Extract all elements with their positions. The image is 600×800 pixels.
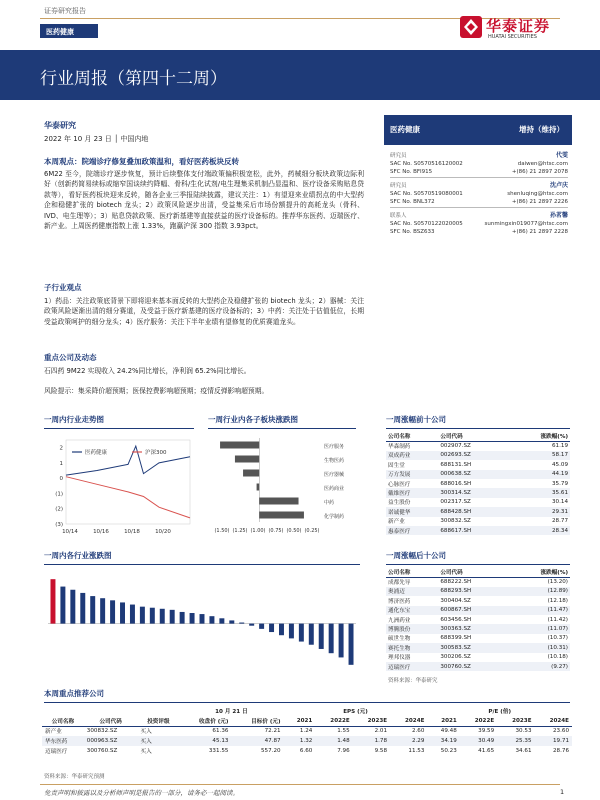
table-cell: 58.17 bbox=[508, 451, 570, 460]
column-group-header: EPS (元) bbox=[343, 709, 368, 715]
table-cell: 300832.SZ bbox=[86, 728, 118, 735]
table-cell: 九洲药业 bbox=[388, 617, 411, 624]
table-cell: (13.20) bbox=[547, 579, 568, 586]
table-cell: 34.19 bbox=[427, 736, 459, 746]
legend-label: 沪深300 bbox=[145, 450, 167, 456]
title-banner bbox=[0, 50, 600, 100]
table-cell: 29.31 bbox=[508, 507, 570, 516]
doc-type: 证券研究报告 bbox=[44, 7, 86, 15]
sub-sector-chart bbox=[208, 432, 358, 544]
industry-bar bbox=[319, 624, 324, 649]
column-group-header: 10 月 21 日 bbox=[215, 709, 248, 715]
x-tick-label: 10/20 bbox=[155, 529, 171, 535]
industry-bar bbox=[110, 600, 115, 623]
risk-warning: 风险提示：集采降价超预期；医保控费影响超预期；疫情反弹影响超预期。 bbox=[44, 387, 269, 395]
analyst-list bbox=[390, 152, 568, 236]
table-cell: 博济医药 bbox=[388, 598, 411, 605]
industry-bar bbox=[229, 620, 234, 623]
table-cell: 11.53 bbox=[408, 748, 425, 754]
table-row bbox=[386, 498, 570, 507]
analyst-role: 研究员 bbox=[390, 153, 407, 159]
table-row bbox=[42, 736, 572, 746]
industry-bar bbox=[170, 610, 175, 624]
table-cell: 35.79 bbox=[551, 480, 568, 487]
table-cell: 35.61 bbox=[508, 488, 570, 497]
table-cell: (11.07) bbox=[508, 624, 570, 633]
table-row bbox=[386, 596, 570, 605]
y-tick-label: 0 bbox=[59, 476, 63, 483]
table-row bbox=[386, 653, 570, 662]
industry-bar bbox=[190, 613, 195, 624]
table-cell: 心脉医疗 bbox=[388, 481, 411, 488]
logo-en: HUATAI SECURITIES bbox=[488, 34, 537, 40]
column-header: 2021 bbox=[427, 716, 459, 726]
table-cell: 300404.SZ bbox=[440, 597, 471, 604]
view-headline: 院端诊疗修复叠加政策温和，看好医药板块反转 bbox=[81, 157, 239, 166]
table-cell: 1.78 bbox=[353, 736, 390, 746]
table-cell: 688617.SH bbox=[438, 526, 507, 535]
table-cell: 688293.SH bbox=[438, 587, 507, 596]
table-cell: (11.42) bbox=[547, 616, 568, 623]
table-cell: 50.23 bbox=[440, 748, 457, 754]
sub-block bbox=[44, 282, 364, 327]
category-label: 医疗器械 bbox=[324, 471, 345, 478]
industry-bar bbox=[60, 587, 65, 624]
column-header: 公司代码 bbox=[438, 568, 507, 577]
table-cell: 72.21 bbox=[264, 728, 281, 735]
industry-bar bbox=[50, 579, 55, 623]
sub-sector-bar bbox=[235, 456, 259, 463]
table-cell: 688016.SH bbox=[440, 480, 472, 487]
table-cell: 61.36 bbox=[212, 728, 229, 735]
table-cell: (12.89) bbox=[508, 587, 570, 596]
analyst-phone: +(86) 21 2897 2078 bbox=[511, 169, 568, 175]
huatai-logo bbox=[460, 12, 570, 42]
org-name: 华泰研究 bbox=[44, 121, 76, 130]
table-cell: 2.60 bbox=[411, 728, 425, 735]
column-group-header: P/E (倍) bbox=[488, 709, 512, 715]
analyst-email: daiwen@htsc.com bbox=[517, 161, 568, 167]
column-header: 投资评级 bbox=[138, 716, 180, 726]
rating-box bbox=[384, 115, 572, 145]
date-location: 2022 年 10 月 23 日 │ 中国内地 bbox=[44, 135, 149, 143]
analyst-name: 孙茗馨 bbox=[549, 212, 568, 219]
table-cell: 买入 bbox=[138, 736, 180, 746]
table-cell: (10.37) bbox=[547, 635, 568, 642]
table-cell: 2.29 bbox=[390, 736, 427, 746]
x-tick-label: (1.00) bbox=[250, 528, 266, 534]
analyst-name: 代雯 bbox=[555, 152, 568, 159]
table-row bbox=[386, 634, 570, 643]
table-row bbox=[386, 587, 570, 596]
table-row bbox=[386, 451, 570, 460]
analyst-name: 沈卢庆 bbox=[549, 182, 568, 189]
table-cell: 47.87 bbox=[231, 736, 283, 746]
column-header: 2024E bbox=[535, 716, 572, 726]
table-cell: 万方发展 bbox=[386, 470, 438, 479]
table-cell: 迈瑞医疗 bbox=[45, 749, 68, 755]
table-cell: 28.34 bbox=[508, 526, 570, 535]
category-label: 医疗服务 bbox=[324, 443, 345, 450]
table-cell: 1.48 bbox=[315, 736, 352, 746]
x-tick-label: (1.25) bbox=[232, 528, 248, 534]
trend-chart bbox=[44, 432, 194, 544]
series-line-csi300 bbox=[66, 477, 190, 518]
column-header: 涨跌幅(%) bbox=[508, 568, 570, 577]
column-header: 收盘价 (元) bbox=[179, 716, 231, 726]
x-tick-label: 10/14 bbox=[62, 529, 78, 535]
top-gainers-title: 一周涨幅前十公司 bbox=[386, 415, 446, 424]
trend-chart-title: 一周内行业走势图 bbox=[44, 415, 104, 424]
industry-bar bbox=[329, 624, 334, 654]
table-cell: 688222.SH bbox=[440, 579, 472, 586]
sub-paragraph: 1）药品：关注政策底背景下即将迎来基本面反转的大型药企及稳健扩张的 biotech 龙头；2）器械：关注政策风险逐渐出清的细分赛道，及受益于医疗新基建的医疗设备标的；3）中药：关注处于估值低位，长期受益政策呵护的细分龙头；4）医疗服务：关注下半年业绩有望修复的优质赛道龙头。 bbox=[44, 297, 364, 326]
sector-tab: 医药健康 bbox=[40, 24, 98, 38]
analyst-2 bbox=[390, 182, 568, 208]
table-cell: 赛托生物 bbox=[386, 643, 438, 652]
industry-change-chart bbox=[44, 568, 360, 678]
company-block bbox=[44, 352, 364, 376]
analyst-1 bbox=[390, 152, 568, 178]
analyst-sac: SAC No. S0570519080001 bbox=[390, 191, 463, 197]
industry-bar bbox=[259, 624, 264, 629]
table-cell: 300760.SZ bbox=[438, 662, 507, 671]
category-label: 中药 bbox=[324, 499, 335, 506]
table-row bbox=[386, 441, 570, 450]
table-cell: 迈瑞医疗 bbox=[386, 662, 438, 671]
column-header: 公司代码 bbox=[84, 716, 138, 726]
industry-bar bbox=[339, 624, 344, 658]
disclaimer: 免责声明和披露以及分析师声明是报告的一部分，请务必一起阅读。 bbox=[44, 789, 239, 797]
table-cell: 新产业 bbox=[45, 729, 62, 736]
table-cell: 300832.SZ bbox=[440, 518, 471, 525]
view-paragraph: 6M22 至今，院端诊疗逐步恢复，预计后续整体支付端政策偏积极宽松，此外，药械细分板块政策边际利好（创新药简易续标或缩窄国谈续约降幅、骨科/生化试剂/电生理集采机制凸显温和、医疗设备采购贴息贷款等），看好医药板块迎来反转，随各企业三季报陆续披露，建议关注：1）有望迎来业绩拐点的中大型药企和稳健扩张的 biotech 龙头；2）政策风险逐步出清，受益集采后市场份额提升的高耗龙头（骨科、IVD、电生理等）；3）贴息贷款政策、医疗新基建等直接获益的医疗设备标的。推荐华东医药、迈瑞医疗、新产业。上周医药健康指数上涨 1.33%，跑赢沪深 300 指数 3.93pct。 bbox=[44, 170, 364, 231]
category-label: 生物医药 bbox=[324, 457, 345, 464]
table-cell: 002693.SZ bbox=[438, 451, 507, 460]
industry-bar bbox=[239, 623, 244, 624]
table-row bbox=[386, 662, 570, 671]
x-tick-label: 10/16 bbox=[93, 529, 109, 535]
industry-bar bbox=[180, 612, 185, 624]
table-row bbox=[386, 460, 570, 469]
table-cell: 9.58 bbox=[374, 748, 388, 754]
column-header: 2022E bbox=[315, 716, 352, 726]
company-paragraph: 石四药 9M22 实现收入 24.2%同比增长，净利润 65.2%同比增长。 bbox=[44, 367, 251, 375]
table-cell: (11.47) bbox=[508, 606, 570, 615]
table-cell: 博腾股份 bbox=[386, 624, 438, 633]
analyst-role: 研究员 bbox=[390, 183, 407, 189]
column-header: 公司名称 bbox=[42, 716, 84, 726]
table-cell: 益生股份 bbox=[388, 500, 411, 507]
industry-bar bbox=[130, 605, 135, 624]
industry-bar bbox=[349, 624, 354, 665]
industry-bar bbox=[289, 624, 294, 639]
logo-cn: 华泰证券 bbox=[486, 17, 551, 35]
analyst-role: 联系人 bbox=[390, 213, 407, 219]
column-header: 涨跌幅(%) bbox=[508, 432, 570, 441]
table-cell: 戴维医疗 bbox=[386, 488, 438, 497]
sub-sector-bar bbox=[257, 484, 260, 491]
industry-bar bbox=[160, 609, 165, 624]
table-cell: 25.35 bbox=[497, 736, 534, 746]
table-cell: (10.18) bbox=[547, 654, 568, 661]
table-cell: 002907.SZ bbox=[440, 443, 471, 450]
sub-sector-chart-title: 一周行业内各子板块涨跌图 bbox=[208, 415, 298, 424]
table-cell: 300314.SZ bbox=[438, 488, 507, 497]
table-cell: 2.01 bbox=[374, 728, 388, 735]
table-cell: 300583.SZ bbox=[438, 643, 507, 652]
table-cell: (10.31) bbox=[508, 643, 570, 652]
analyst-3 bbox=[390, 212, 568, 236]
table-cell: 44.19 bbox=[508, 470, 570, 479]
table-cell: 7.96 bbox=[337, 748, 350, 754]
x-tick-label: (0.50) bbox=[286, 528, 302, 534]
recommend-title: 本周重点推荐公司 bbox=[44, 689, 104, 698]
category-label: 医药商业 bbox=[324, 485, 345, 492]
table-cell: 688399.SH bbox=[440, 635, 472, 642]
y-tick-label: (2) bbox=[55, 506, 63, 513]
table-row bbox=[386, 517, 570, 526]
table-cell: 000638.SZ bbox=[438, 470, 507, 479]
table-cell: 固生堂 bbox=[388, 462, 405, 469]
table-cell: 23.60 bbox=[552, 728, 569, 735]
column-header: 公司名称 bbox=[386, 432, 438, 441]
x-tick-label: (0.25) bbox=[304, 528, 320, 534]
industry-bar bbox=[269, 624, 274, 632]
table-cell: 1.24 bbox=[299, 728, 313, 735]
table-row bbox=[42, 746, 572, 756]
company-heading: 重点公司及动态 bbox=[44, 353, 97, 362]
table-row bbox=[386, 624, 570, 633]
table-cell: (9.27) bbox=[508, 662, 570, 671]
industry-bar bbox=[140, 607, 145, 624]
table-cell: 28.77 bbox=[551, 518, 568, 525]
table-cell: 双成药业 bbox=[386, 451, 438, 460]
table-cell: 1.55 bbox=[337, 728, 350, 735]
analyst-email: shenluqing@htsc.com bbox=[507, 191, 568, 197]
table-row bbox=[42, 726, 572, 736]
table-cell: 惠泰医疗 bbox=[386, 526, 438, 535]
sub-sector-bar bbox=[259, 498, 298, 505]
recommend-source: 资料来源：华泰研究预测 bbox=[44, 774, 105, 780]
y-tick-label: 2 bbox=[59, 445, 63, 452]
table-row bbox=[386, 470, 570, 479]
table-cell: 300760.SZ bbox=[86, 748, 118, 754]
table-cell: 30.14 bbox=[551, 499, 568, 506]
table-cell: 理邦仪器 bbox=[388, 655, 411, 662]
sub-heading: 子行业观点 bbox=[44, 283, 82, 292]
table-cell: 硕世生物 bbox=[388, 636, 411, 643]
industry-bar bbox=[70, 590, 75, 624]
table-cell: 49.48 bbox=[440, 728, 457, 735]
table-cell: 6.60 bbox=[299, 748, 313, 754]
analyst-sfc: SFC No. BSZ633 bbox=[390, 229, 435, 235]
table-cell: 600867.SH bbox=[438, 606, 507, 615]
table-cell: 新产业 bbox=[388, 519, 405, 526]
table-cell: 30.53 bbox=[515, 728, 532, 735]
x-tick-label: (1.50) bbox=[214, 528, 230, 534]
table-cell: 19.71 bbox=[535, 736, 572, 746]
sub-sector-bar bbox=[243, 470, 259, 477]
table-cell: 61.19 bbox=[551, 443, 568, 450]
column-header: 2024E bbox=[390, 716, 427, 726]
rating-sector: 医药健康 bbox=[390, 125, 420, 134]
analyst-email: sunmingxin019077@htsc.com bbox=[484, 221, 568, 227]
table-cell: 通化东宝 bbox=[386, 606, 438, 615]
view-block bbox=[44, 156, 364, 231]
x-tick-label: (0.75) bbox=[268, 528, 284, 534]
table-cell: 002317.SZ bbox=[440, 499, 471, 506]
table-cell: 买入 bbox=[140, 729, 152, 736]
industry-bar bbox=[150, 608, 155, 624]
legend-label: 医药健康 bbox=[85, 450, 108, 456]
table-cell: 688131.SH bbox=[440, 461, 472, 468]
column-header: 2023E bbox=[353, 716, 390, 726]
industry-bar bbox=[120, 602, 125, 623]
table-cell: 41.65 bbox=[478, 748, 495, 754]
sub-sector-bar bbox=[220, 442, 259, 449]
analyst-phone: +(86) 21 2897 2228 bbox=[511, 229, 568, 235]
column-header: 公司名称 bbox=[386, 568, 438, 577]
industry-bar bbox=[279, 624, 284, 636]
table-cell: 557.20 bbox=[261, 748, 281, 754]
table-row bbox=[386, 606, 570, 615]
category-label: 化学制药 bbox=[324, 513, 345, 520]
column-header: 目标价 (元) bbox=[231, 716, 283, 726]
industry-bar bbox=[90, 596, 95, 623]
table-row bbox=[386, 526, 570, 535]
table-row bbox=[386, 643, 570, 652]
analyst-sac: SAC No. S0570516120002 bbox=[390, 161, 463, 167]
top-losers-title: 一周涨幅后十公司 bbox=[386, 551, 446, 560]
table-cell: 300206.SZ bbox=[440, 654, 471, 661]
table-cell: 华东医药 bbox=[42, 736, 84, 746]
table-cell: 45.09 bbox=[551, 461, 568, 468]
industry-chart-title: 一周内各行业涨跌图 bbox=[44, 551, 112, 560]
table-cell: 688428.SH bbox=[438, 507, 507, 516]
table-cell: 45.13 bbox=[179, 736, 231, 746]
industry-bar bbox=[209, 616, 214, 623]
y-tick-label: 1 bbox=[59, 460, 63, 467]
industry-bar bbox=[309, 624, 314, 645]
analyst-sac: SAC No. S0570122020005 bbox=[390, 221, 463, 227]
recommend-table bbox=[42, 706, 572, 756]
losers-source: 资料来源：华泰研究 bbox=[388, 678, 438, 684]
table-cell: 603456.SH bbox=[440, 616, 472, 623]
column-group-header bbox=[42, 706, 179, 716]
column-header: 2021 bbox=[284, 716, 316, 726]
industry-bar bbox=[219, 618, 224, 623]
top-gainers-table bbox=[386, 432, 570, 535]
table-cell: 1.32 bbox=[284, 736, 316, 746]
report-title: 行业周报（第四十二周） bbox=[40, 69, 227, 89]
table-row bbox=[386, 615, 570, 624]
y-tick-label: (1) bbox=[55, 491, 63, 498]
industry-bar bbox=[80, 593, 85, 624]
table-row bbox=[386, 577, 570, 586]
industry-bar bbox=[100, 598, 105, 623]
y-tick-label: (3) bbox=[55, 522, 63, 528]
industry-bar bbox=[299, 624, 304, 642]
x-tick-label: 10/18 bbox=[124, 529, 140, 535]
column-header: 2023E bbox=[497, 716, 534, 726]
table-cell: 39.59 bbox=[478, 728, 495, 735]
table-cell: 诺诚健华 bbox=[386, 507, 438, 516]
table-cell: 华森制药 bbox=[388, 444, 411, 451]
table-cell: 300363.SZ bbox=[438, 624, 507, 633]
analyst-sfc: SFC No. BNL372 bbox=[390, 199, 435, 205]
table-cell: 成都先导 bbox=[388, 580, 411, 587]
table-row bbox=[386, 479, 570, 488]
table-cell: 买入 bbox=[140, 749, 152, 755]
huatai-logo-icon bbox=[460, 16, 482, 38]
table-cell: 28.76 bbox=[552, 748, 569, 754]
column-header: 2022E bbox=[460, 716, 497, 726]
table-cell: (12.18) bbox=[547, 597, 568, 604]
table-cell: 000963.SZ bbox=[84, 736, 138, 746]
table-cell: 331.55 bbox=[208, 748, 229, 754]
analyst-phone: +(86) 21 2897 2226 bbox=[511, 199, 568, 205]
table-cell: 34.61 bbox=[515, 748, 532, 754]
table-row bbox=[386, 488, 570, 497]
column-header: 公司代码 bbox=[438, 432, 507, 441]
rating-value: 增持（维持） bbox=[519, 125, 564, 134]
view-heading: 本周观点： bbox=[44, 157, 82, 166]
top-losers-table bbox=[386, 568, 570, 671]
table-row bbox=[386, 507, 570, 516]
industry-bar bbox=[200, 614, 205, 624]
sub-sector-bar bbox=[259, 512, 304, 519]
analyst-sfc: SFC No. BFI915 bbox=[390, 169, 433, 175]
table-cell: 30.49 bbox=[460, 736, 497, 746]
page-number: 1 bbox=[560, 788, 565, 796]
table-cell: 奥浦迈 bbox=[386, 587, 438, 596]
industry-bar bbox=[249, 624, 254, 626]
